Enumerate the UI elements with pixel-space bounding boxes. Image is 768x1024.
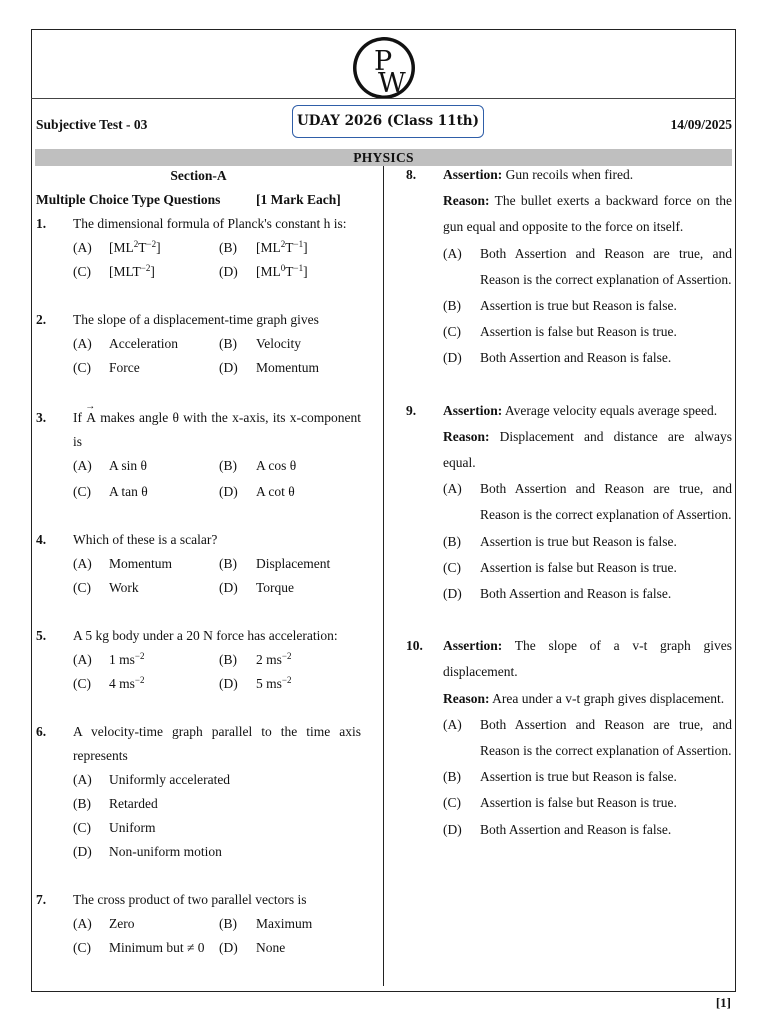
question-2 — [36, 308, 361, 380]
option-label: (D) — [219, 360, 238, 375]
option-b: Assertion is true but Reason is false. — [480, 769, 677, 785]
option-b: 2 $ms^{-2}$ — [256, 651, 292, 667]
question-stem: If → A makes angle θ with the x-axis, its x-component is — [73, 410, 361, 449]
column-divider — [383, 166, 384, 986]
option-c: Work — [109, 580, 139, 595]
option-label: (B) — [219, 458, 237, 473]
option-b: Assertion is true but Reason is false. — [480, 298, 677, 314]
option-d: Both Assertion and Reason is false. — [480, 350, 672, 366]
option-label: (C) — [443, 795, 461, 811]
svg-text:W: W — [378, 68, 406, 99]
option-a: Both Assertion and Reason are true, and Reason is the correct explanation of Assertion. — [480, 481, 732, 523]
option-label: (A) — [73, 240, 92, 255]
assertion-label: Assertion: — [443, 402, 503, 418]
question-6 — [36, 720, 361, 864]
question-type: Multiple Choice Type Questions — [36, 192, 221, 207]
option-d: Momentum — [256, 360, 319, 375]
option-label: (B) — [219, 240, 237, 255]
option-label: (D) — [219, 484, 238, 499]
option-label: (D) — [219, 264, 238, 279]
option-label: (D) — [443, 821, 462, 837]
option-label: (C) — [443, 559, 461, 575]
option-label: (D) — [443, 350, 462, 366]
option-b: Maximum — [256, 916, 313, 931]
question-stem: The dimensional formula of Planck's constant h is: — [73, 216, 347, 231]
option-label: (D) — [73, 844, 92, 859]
question-number: 1. — [36, 216, 47, 231]
test-name: Subjective Test - 03 — [36, 117, 148, 132]
reason-label: Reason: — [443, 690, 490, 706]
page-number: [1] — [715, 995, 731, 1010]
option-b: Retarded — [109, 796, 158, 811]
option-label: (C) — [443, 324, 461, 340]
option-label: (B) — [443, 533, 461, 549]
option-label: (C) — [73, 820, 91, 835]
assertion-label: Assertion: — [443, 167, 503, 182]
question-1 — [36, 212, 361, 284]
option-d: $[ML^0T^{-1}]$ — [256, 263, 308, 279]
option-b: $[ML^2T^{-1}]$ — [256, 239, 308, 255]
section-subheading — [36, 188, 361, 212]
option-d: None — [256, 940, 286, 955]
option-label: (B) — [219, 652, 237, 667]
question-stem: A velocity-time graph parallel to the time axis represents — [73, 724, 361, 763]
option-label: (C) — [73, 940, 91, 955]
question-number: 9. — [406, 402, 417, 418]
option-d: Both Assertion and Reason is false. — [480, 821, 672, 837]
question-stem: Which of these is a scalar? — [73, 532, 218, 547]
option-label: (A) — [443, 245, 462, 261]
option-label: (A) — [73, 556, 92, 571]
option-label: (C) — [73, 676, 91, 691]
option-c: $[MLT^{-2}]$ — [109, 263, 155, 279]
question-4 — [36, 528, 361, 600]
option-d: Torque — [256, 580, 295, 595]
option-d: Both Assertion and Reason is false. — [480, 586, 672, 602]
svg-text:P: P — [374, 46, 393, 77]
reason-text: The bullet exerts a backward force on the gun equal and opposite to the force on itself. — [443, 193, 732, 235]
option-label: (B) — [443, 769, 461, 785]
option-label: (B) — [219, 916, 237, 931]
assertion-text: Average velocity equals average speed. — [504, 402, 718, 418]
option-a: Zero — [109, 916, 135, 931]
question-10 — [406, 633, 732, 843]
option-c: Assertion is false but Reason is true. — [480, 324, 677, 340]
option-label: (A) — [73, 916, 92, 931]
option-c: Force — [109, 360, 140, 375]
question-number: 6. — [36, 724, 47, 739]
option-c: A tan θ — [109, 484, 148, 499]
question-stem: The slope of a displacement-time graph gives — [73, 312, 319, 327]
question-number: 8. — [406, 167, 417, 182]
option-a: Uniformly accelerated — [109, 772, 231, 787]
option-label: (A) — [73, 772, 92, 787]
option-label: (D) — [443, 586, 462, 602]
option-c: Uniform — [109, 820, 156, 835]
option-b: Assertion is true but Reason is false. — [480, 533, 677, 549]
option-label: (D) — [219, 580, 238, 595]
option-d: Non-uniform motion — [109, 844, 222, 859]
pw-logo-icon — [352, 36, 416, 100]
assertion-text: The slope of a v-t graph gives displacement. — [443, 638, 732, 680]
option-d: 5 $ms^{-2}$ — [256, 675, 292, 691]
question-stem: A 5 kg body under a 20 N force has acceleration: — [73, 628, 338, 643]
option-label: (B) — [443, 298, 461, 314]
option-label: (A) — [73, 336, 92, 351]
option-a: A sin θ — [109, 458, 147, 473]
option-label: (B) — [73, 796, 91, 811]
question-5 — [36, 624, 361, 696]
option-label: (A) — [443, 481, 462, 497]
option-a: Momentum — [109, 556, 172, 571]
header-divider — [31, 98, 736, 99]
option-b: A cos θ — [256, 458, 297, 473]
option-label: (D) — [219, 940, 238, 955]
question-number: 3. — [36, 410, 47, 425]
question-number: 2. — [36, 312, 47, 327]
assertion-text: Gun recoils when fired. — [505, 167, 634, 182]
option-label: (A) — [443, 716, 462, 732]
option-a: Both Assertion and Reason are true, and Reason is the correct explanation of Assertion. — [480, 245, 732, 287]
question-7 — [36, 888, 361, 960]
option-label: (C) — [73, 264, 91, 279]
option-c: 4 $ms^{-2}$ — [109, 675, 145, 691]
option-a: $[ML^2T^{-2}]$ — [109, 239, 161, 255]
marks-info: [1 Mark Each] — [256, 192, 341, 207]
assertion-label: Assertion: — [443, 638, 503, 654]
option-a: 1 $ms^{-2}$ — [109, 651, 145, 667]
option-c: Assertion is false but Reason is true. — [480, 559, 677, 575]
option-a: Both Assertion and Reason are true, and Reason is the correct explanation of Assertion. — [480, 716, 732, 759]
question-number: 10. — [406, 638, 423, 654]
reason-text: Displacement and distance are always equal. — [443, 428, 733, 471]
question-3 — [36, 406, 361, 504]
subject-bar: PHYSICS — [35, 149, 732, 166]
right-column — [406, 162, 732, 843]
question-8 — [406, 162, 732, 372]
question-number: 7. — [36, 892, 47, 907]
option-label: (B) — [219, 556, 237, 571]
vector-a: → A — [86, 406, 96, 430]
section-title: Section-A — [170, 168, 227, 183]
question-stem: The cross product of two parallel vectors is — [73, 892, 307, 907]
option-label: (A) — [73, 652, 92, 667]
left-column — [36, 164, 361, 960]
option-label: (C) — [73, 580, 91, 595]
option-a: Acceleration — [109, 336, 178, 351]
test-date: 14/09/2025 — [670, 117, 732, 132]
option-label: (D) — [219, 676, 238, 691]
option-label: (C) — [73, 484, 91, 499]
option-label: (C) — [73, 360, 91, 375]
reason-label: Reason: — [443, 193, 490, 209]
question-number: 4. — [36, 532, 47, 547]
question-number: 5. — [36, 628, 47, 643]
option-b: Displacement — [256, 556, 331, 571]
option-label: (A) — [73, 458, 92, 473]
option-label: (B) — [219, 336, 237, 351]
reason-text: Area under a v-t graph gives displacement. — [492, 690, 725, 706]
batch-title: UDAY 2026 (Class 11th) — [292, 105, 484, 138]
option-c: Minimum but ≠ 0 — [109, 940, 205, 955]
option-c: Assertion is false but Reason is true. — [480, 795, 677, 811]
option-b: Velocity — [256, 336, 301, 351]
reason-label: Reason: — [443, 428, 490, 444]
option-d: A cot θ — [256, 484, 295, 499]
question-9 — [406, 398, 732, 608]
